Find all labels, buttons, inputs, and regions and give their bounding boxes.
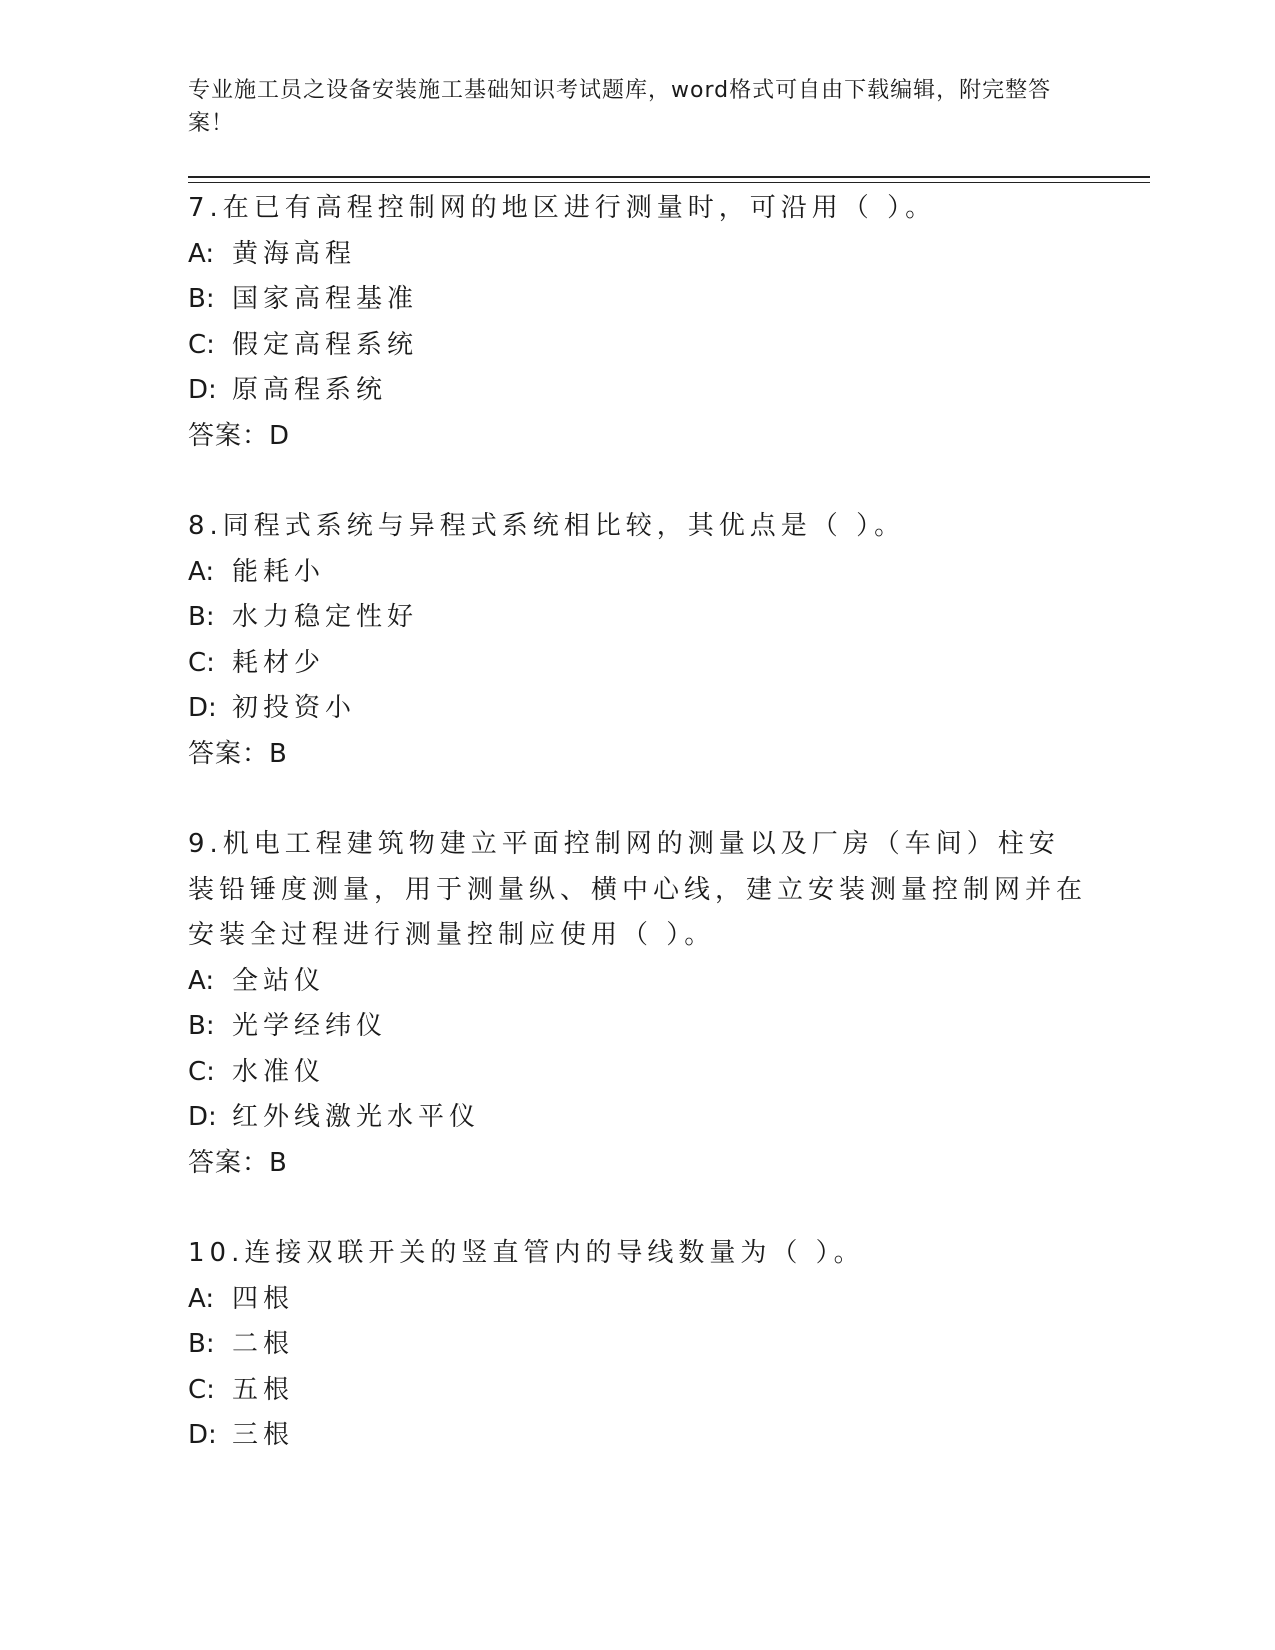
question-9 <box>188 822 1088 1186</box>
option-letter: C: <box>188 329 215 360</box>
question-text: 8.同程式系统与异程式系统相比较，其优点是（ ）。 <box>188 511 906 541</box>
question-8 <box>188 504 1088 777</box>
question-text: 10.连接双联开关的竖直管内的导线数量为（ ）。 <box>188 1238 865 1268</box>
option-text: 二根 <box>232 1329 295 1359</box>
question-10 <box>188 1231 1088 1459</box>
option-a <box>188 232 1088 278</box>
question-7 <box>188 186 1088 459</box>
option-letter: D: <box>188 1420 217 1450</box>
option-letter: C: <box>188 1056 215 1087</box>
document-header-intro: 专业施工员之设备安装施工基础知识考试题库，word格式可自由下载编辑，附完整答案！ <box>188 78 1052 136</box>
option-text: 光学经纬仪 <box>232 1011 388 1041</box>
option-letter: C: <box>188 647 215 678</box>
option-d <box>188 1413 1088 1459</box>
option-text: 三根 <box>232 1420 295 1450</box>
option-text: 国家高程基准 <box>232 284 419 314</box>
option-text: 黄海高程 <box>232 238 357 269</box>
option-b <box>188 1322 1088 1368</box>
option-c <box>188 1368 1088 1414</box>
option-d <box>188 686 1088 732</box>
option-b <box>188 595 1088 641</box>
option-letter: B: <box>188 602 215 632</box>
option-a <box>188 550 1088 596</box>
option-text: 四根 <box>232 1283 295 1314</box>
option-letter: A: <box>188 556 215 587</box>
option-b <box>188 1004 1088 1050</box>
question-text: 7.在已有高程控制网的地区进行测量时，可沿用（ ）。 <box>188 193 937 223</box>
option-letter: D: <box>188 1102 217 1132</box>
question-text: 9.机电工程建筑物建立平面控制网的测量以及厂房（车间）柱安装铅锤度测量，用于测量纵、横中心线，建立安装测量控制网并在安装全过程进行测量控制应使用（ ）。 <box>188 829 1088 950</box>
answer-line: 答案：B <box>188 738 288 769</box>
header-divider-thin <box>188 182 1150 183</box>
option-letter: D: <box>188 375 217 405</box>
option-letter: B: <box>188 284 215 314</box>
option-text: 原高程系统 <box>232 375 388 405</box>
header-divider-thick <box>188 176 1150 178</box>
option-letter: A: <box>188 1283 215 1314</box>
option-letter: C: <box>188 1374 215 1405</box>
option-b <box>188 277 1088 323</box>
option-c <box>188 323 1088 369</box>
option-text: 耗材少 <box>232 647 326 678</box>
option-a <box>188 1277 1088 1323</box>
option-text: 能耗小 <box>232 556 326 587</box>
option-letter: A: <box>188 238 215 269</box>
option-c <box>188 1050 1088 1096</box>
option-text: 红外线激光水平仪 <box>232 1102 481 1132</box>
option-d <box>188 1095 1088 1141</box>
question-list <box>188 186 1088 1459</box>
option-text: 水力稳定性好 <box>232 602 419 632</box>
option-letter: A: <box>188 965 215 996</box>
option-c <box>188 641 1088 687</box>
option-d <box>188 368 1088 414</box>
option-text: 全站仪 <box>232 965 326 996</box>
option-text: 水准仪 <box>232 1056 326 1087</box>
option-letter: B: <box>188 1011 215 1041</box>
option-a <box>188 959 1088 1005</box>
option-letter: B: <box>188 1329 215 1359</box>
answer-line: 答案：D <box>188 420 291 451</box>
option-letter: D: <box>188 693 217 723</box>
option-text: 初投资小 <box>232 693 357 723</box>
option-text: 五根 <box>232 1374 295 1405</box>
answer-line: 答案：B <box>188 1147 288 1178</box>
option-text: 假定高程系统 <box>232 329 419 360</box>
